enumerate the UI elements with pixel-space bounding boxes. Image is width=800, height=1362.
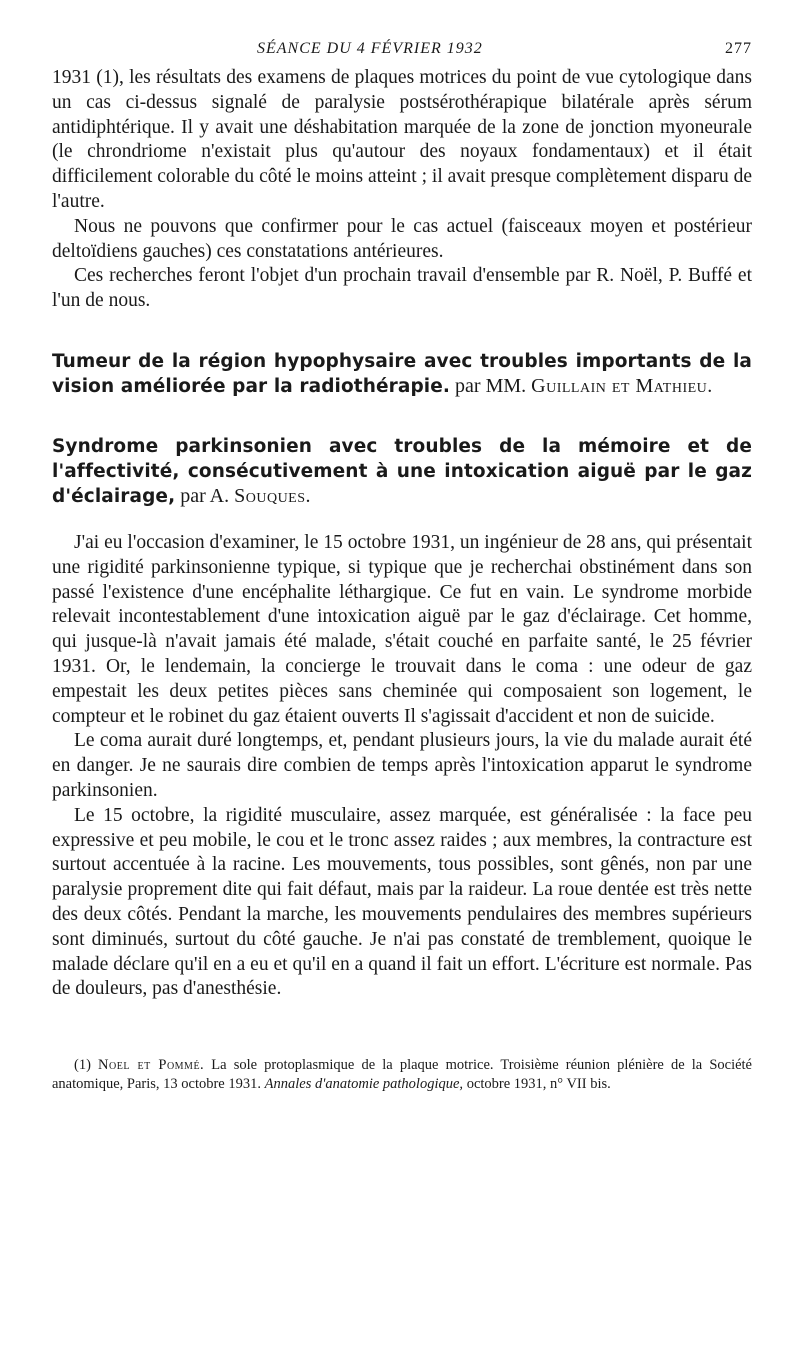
- footnote-text: La sole protoplasmique de la plaque motrice. Troisième réunion plénière de la Société anatomique, Paris, 13 octobre 1931.: [52, 1057, 752, 1093]
- footnote-journal: Annales d'anatomie pathologique,: [264, 1076, 464, 1093]
- paragraph: 1931 (1), les résultats des examens de plaques motrices du point de vue cytologique dans un cas ci-dessus signalé de paralysie postsérothérapique bilatérale après sérum antidiphtérique. Il y avait une déshabitation marquée de la zone de jonction myoneurale (le chrondriome n'existait plus qu'autour des noyaux fondamentaux) et il était difficilement colorable du côté le moins atteint ; il avait presque complètement disparu de l'autre.: [52, 67, 752, 212]
- article-byline: par MM.: [455, 374, 527, 397]
- paragraph: Le coma aurait duré longtemps, et, pendant plusieurs jours, la vie du malade aurait été en danger. Je ne saurais dire combien de temps après l'intoxication apparut le syndrome parkinsonien.: [52, 730, 752, 801]
- article-author: Souques.: [234, 484, 312, 507]
- article-authors: Guillain et Mathieu.: [531, 374, 713, 397]
- running-head: [52, 40, 752, 66]
- article-title: Tumeur de la région hypophysaire avec troubles importants de la vision améliorée par la radiothérapie.: [52, 350, 752, 397]
- paragraph: Nous ne pouvons que confirmer pour le cas actuel (faisceaux moyen et postérieur deltoïdiens gauches) ces constatations antérieures.: [52, 215, 752, 262]
- page-number: 277: [725, 40, 752, 57]
- footnote: [52, 1056, 752, 1094]
- running-title: SÉANCE DU 4 FÉVRIER 1932: [257, 40, 483, 57]
- paragraph: Le 15 octobre, la rigidité musculaire, assez marquée, est généralisée : la face peu expressive et peu mobile, le cou et le tronc assez raides ; aux membres, la contracture est surtout accentuée à la racine. Les mouvements, tous possibles, sont gênés, non par une paralysie proprement dite qui fait défaut, mais par la raideur. La roue dentée est très nette des deux côtés. Pendant la marche, les mouvements pendulaires des membres supérieurs sont diminués, surtout du côté gauche. Je n'ai pas constaté de tremblement, quoique le malade déclare qu'il en a eu et qu'il en a quand il fait un effort. L'écriture est normale. Pas de douleurs, pas d'anesthésie.: [52, 804, 752, 1000]
- article-byline: par A.: [180, 484, 230, 507]
- footnote-date: octobre 1931, n° VII bis.: [466, 1076, 611, 1093]
- footnote-authors: Noel et Pommé.: [98, 1057, 205, 1074]
- paragraph: Ces recherches feront l'objet d'un prochain travail d'ensemble par R. Noël, P. Buffé et l'un de nous.: [52, 265, 752, 312]
- article-heading-syndrome: [52, 434, 752, 509]
- paragraph: J'ai eu l'occasion d'examiner, le 15 octobre 1931, un ingénieur de 28 ans, qui présentait une rigidité parkinsonienne typique, si typique que je recherchai obstinément dans son passé l'existence d'une encéphalite léthargique. Ce fut en vain. Le syndrome morbide relevait incontestablement d'une intoxication aiguë par le gaz d'éclairage. Cet homme, qui jusque-là n'avait jamais été malade, s'était couché en parfaite santé, le 25 février 1931. Or, le lendemain, la concierge le trouvait dans le coma : une odeur de gaz empestait les deux petites pièces sans cheminée qui composaient son logement, le compteur et le robinet du gaz étaient ouverts Il s'agissait d'accident et non de suicide.: [52, 531, 752, 727]
- footnote-marker: (1): [74, 1057, 91, 1074]
- page: [52, 40, 752, 1094]
- article-heading-tumeur: [52, 349, 752, 399]
- article-title: Syndrome parkinsonien avec troubles de la mémoire et de l'affectivité, consécutivement à une intoxication aiguë par le gaz d'éclairage,: [52, 435, 752, 507]
